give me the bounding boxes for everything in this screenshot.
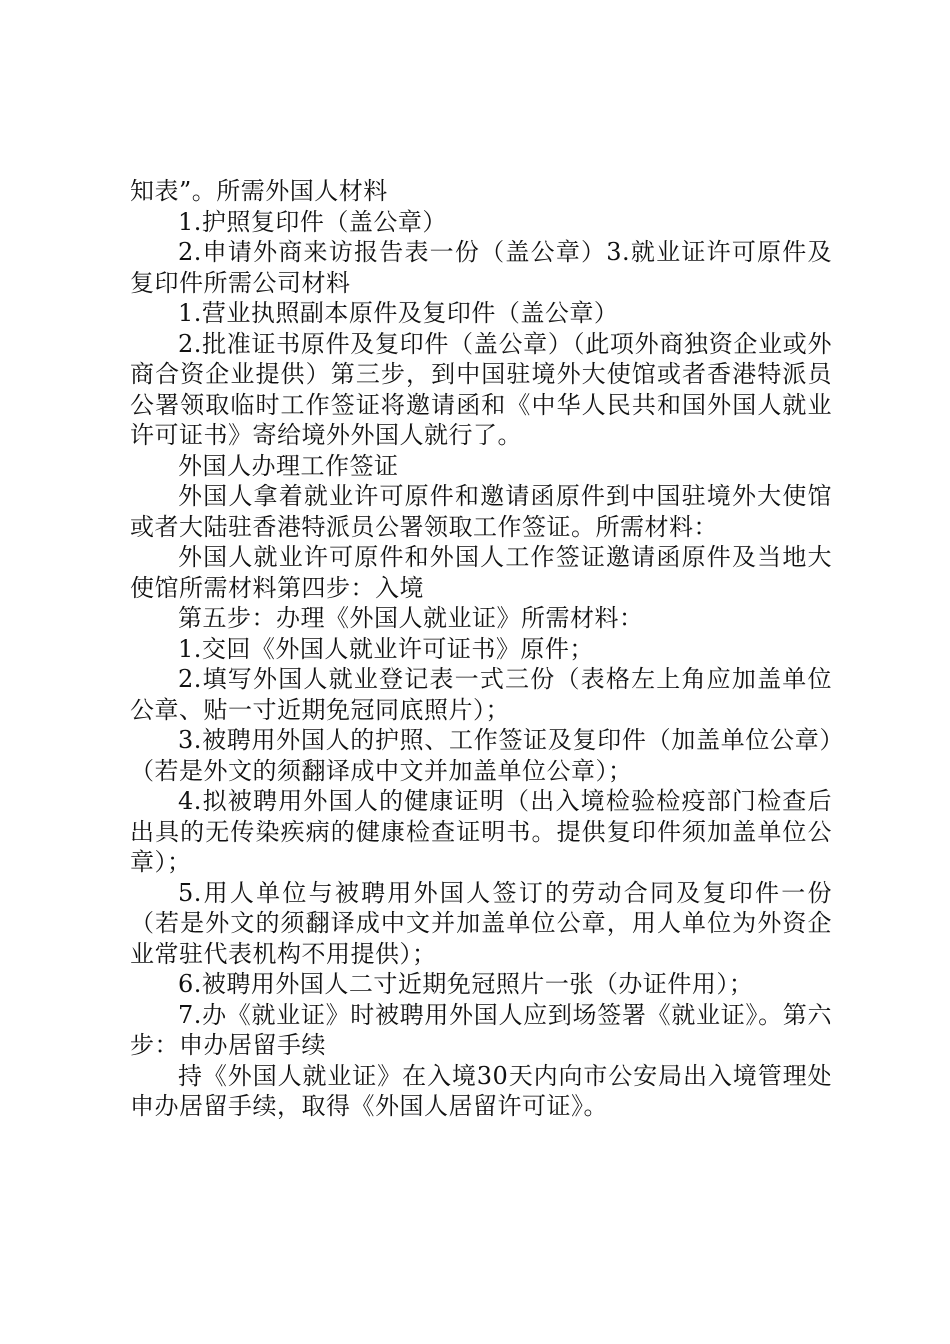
paragraph: 1.护照复印件（盖公章）: [178, 207, 447, 236]
paragraph: 2.填写外国人就业登记表一式三份（表格左上角应加盖单位公章、贴一寸近期免冠同底照片）；: [130, 665, 832, 724]
paragraph: 外国人就业许可原件和外国人工作签证邀请函原件及当地大使馆所需材料第四步：入境: [130, 543, 832, 602]
paragraph: 2.批准证书原件及复印件（盖公章）（此项外商独资企业或外商合资企业提供）第三步，到中国驻境外大使馆或者香港特派员公署领取临时工作签证将邀请函和《中华人民共和国外国人就业许可证书》寄给境外外国人就行了。: [130, 329, 832, 449]
paragraph: 4.拟被聘用外国人的健康证明（出入境检验检疫部门检查后出具的无传染疾病的健康检查证明书。提供复印件须加盖单位公章）；: [130, 787, 832, 876]
paragraph: 外国人办理工作签证: [178, 451, 399, 480]
paragraph: 外国人拿着就业许可原件和邀请函原件到中国驻境外大使馆或者大陆驻香港特派员公署领取工作签证。所需材料：: [130, 482, 832, 541]
paragraph: 5.用人单位与被聘用外国人签订的劳动合同及复印件一份（若是外文的须翻译成中文并加盖单位公章，用人单位为外资企业常驻代表机构不用提供）；: [130, 878, 832, 968]
paragraph: 第五步：办理《外国人就业证》所需材料：: [178, 604, 644, 632]
paragraph: 知表”。所需外国人材料: [130, 177, 388, 205]
paragraph: 3.被聘用外国人的护照、工作签证及复印件（加盖单位公章）（若是外文的须翻译成中文并加盖单位公章）；: [130, 726, 832, 785]
document-body: [130, 176, 832, 1122]
paragraph: 6.被聘用外国人二寸近期免冠照片一张（办证件用）；: [178, 970, 754, 998]
paragraph: 持《外国人就业证》在入境30天内向市公安局出入境管理处申办居留手续，取得《外国人居留许可证》。: [130, 1061, 832, 1120]
paragraph: 7.办《就业证》时被聘用外国人应到场签署《就业证》。第六步：申办居留手续: [130, 1000, 832, 1059]
paragraph: 2.申请外商来访报告表一份（盖公章）3.就业证许可原件及复印件所需公司材料: [130, 238, 832, 297]
paragraph: 1.交回《外国人就业许可证书》原件；: [178, 634, 594, 663]
paragraph: 1.营业执照副本原件及复印件（盖公章）: [178, 299, 619, 327]
